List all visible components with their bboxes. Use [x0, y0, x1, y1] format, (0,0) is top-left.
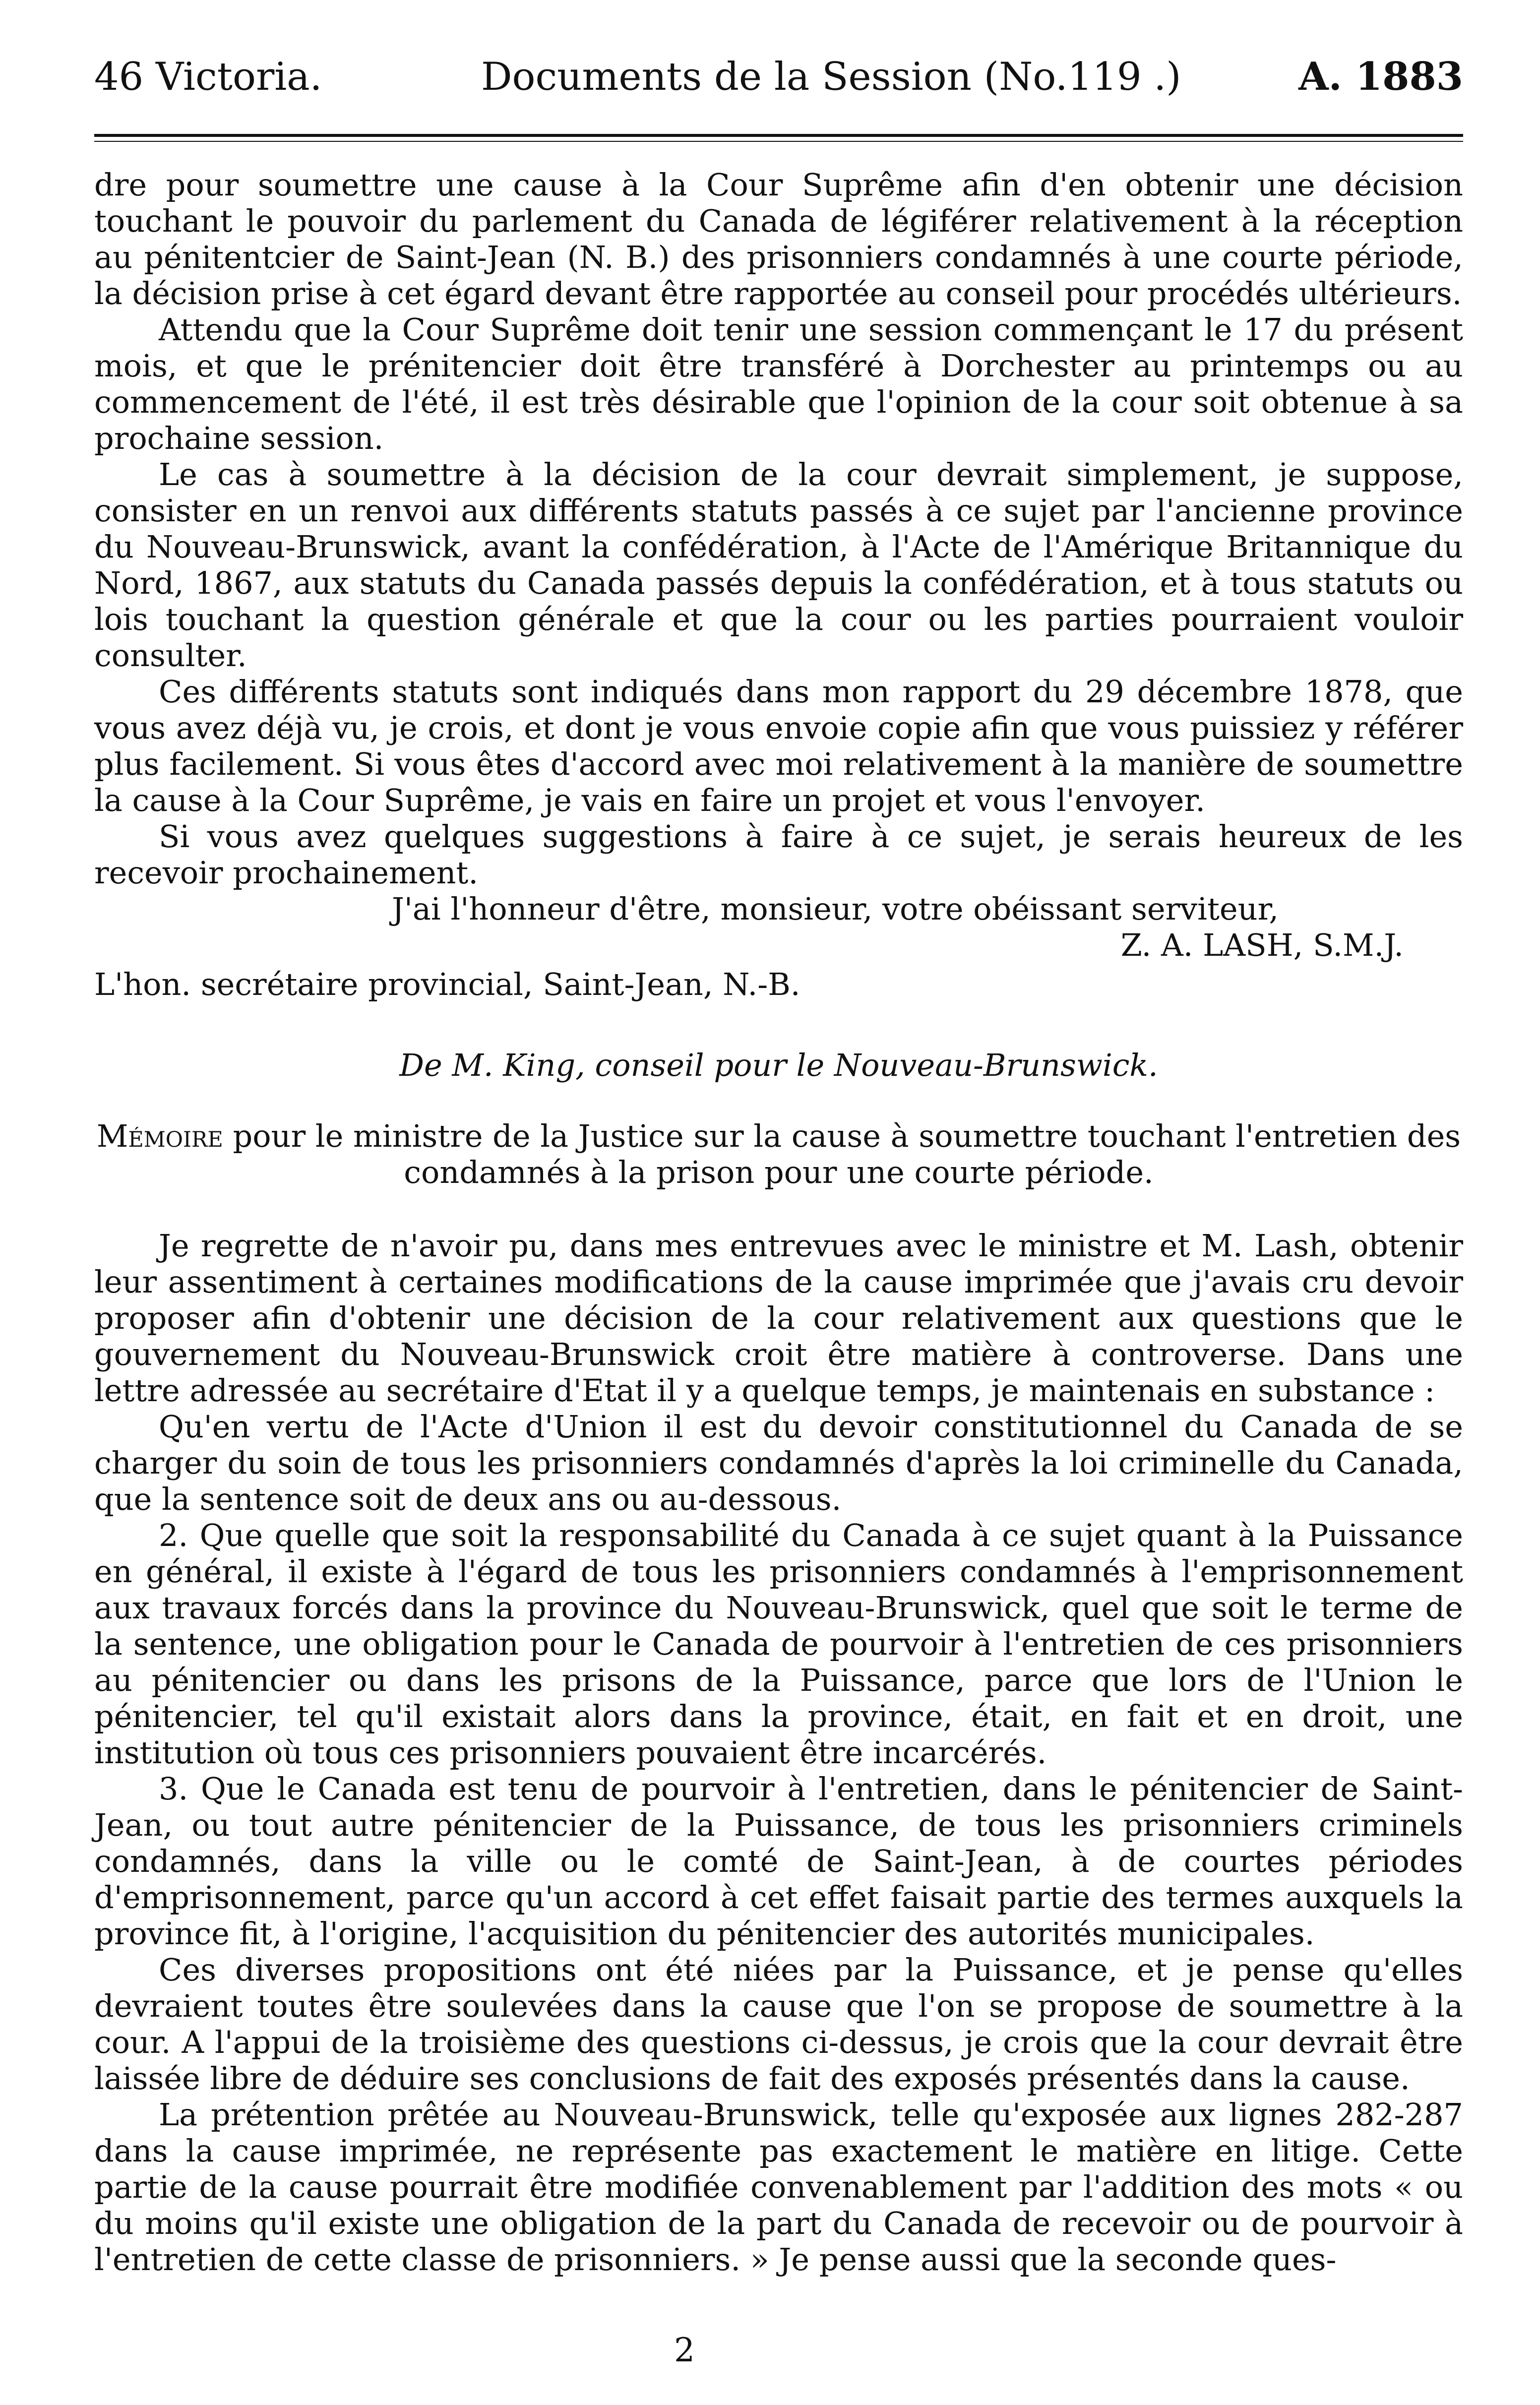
letter-addressee: L'hon. secrétaire provincial, Saint-Jean, N.-B.: [94, 966, 801, 1002]
memoire-lead: Mémoire: [96, 1118, 223, 1154]
memoire-title: [94, 1118, 1463, 1190]
letter-signature: Z. A. LASH, S.M.J.: [1120, 927, 1404, 963]
paragraph: Qu'en vertu de l'Acte d'Union il est du devoir constitutionnel du Canada de se charger du soin de tous les prisonniers condamnés d'après la loi criminelle du Canada, que la sentence soit de deux ans ou au-dessous.: [94, 1409, 1463, 1517]
header-rule-thick: [94, 134, 1463, 137]
letter-closing: J'ai l'honneur d'être, monsieur, votre obéissant serviteur,: [392, 891, 1279, 927]
document-page: [94, 40, 1463, 2278]
paragraph: Ces différents statuts sont indiqués dans mon rapport du 29 décembre 1878, que vous avez déjà vu, je crois, et dont je vous envoie copie afin que vous puissiez y référer plus facilement. Si vous êtes d'accord avec moi relativement à la manière de soumettre la cause à la Cour Suprême, je vais en faire un projet et vous l'envoyer.: [94, 674, 1463, 818]
header-rule-thin: [94, 141, 1463, 142]
paragraph: Si vous avez quelques suggestions à faire à ce sujet, je serais heureux de les recevoir prochainement.: [94, 818, 1463, 891]
header-title: Documents de la Session (No.119 .): [481, 55, 1181, 99]
header-volume: 46 Victoria.: [94, 55, 322, 99]
paragraph: 3. Que le Canada est tenu de pourvoir à l'entretien, dans le pénitencier de Saint-Jean, ou tout autre pénitencier de la Puissance, de tous les prisonniers criminels condamnés, dans la ville ou le comté de Saint-Jean, à de courtes périodes d'emprisonnement, parce qu'un accord à cet effet faisait partie des termes auxquels la province fit, à l'origine, l'acquisition du pénitencier des autorités municipales.: [94, 1771, 1463, 1952]
paragraph: 2. Que quelle que soit la responsabilité du Canada à ce sujet quant à la Puissance en général, il existe à l'égard de tous les prisonniers condamnés à l'emprisonnement aux travaux forcés dans la province du Nouveau-Brunswick, quel que soit le terme de la sentence, une obligation pour le Canada de pourvoir à l'entretien de ces prisonniers au pénitencier ou dans les prisons de la Puissance, parce que lors de l'Union le pénitencier, tel qu'il existait alors dans la province, était, en fait et en droit, une institution où tous ces prisonniers pouvaient être incarcérés.: [94, 1517, 1463, 1771]
paragraph: dre pour soumettre une cause à la Cour Suprême afin d'en obtenir une décision touchant le pouvoir du parlement du Canada de légiférer relativement à la réception au pénitentcier de Saint-Jean (N. B.) des prisonniers condamnés à une courte période, la décision prise à cet égard devant être rapportée au conseil pour procédés ultérieurs.: [94, 167, 1463, 311]
header-year: A. 1883: [1298, 54, 1463, 99]
page-number: 2: [674, 2331, 695, 2369]
section-heading: De M. King, conseil pour le Nouveau-Brunswick.: [399, 1047, 1158, 1083]
paragraph: Je regrette de n'avoir pu, dans mes entrevues avec le ministre et M. Lash, obtenir leur assentiment à certaines modifications de la cause imprimée que j'avais cru devoir proposer afin d'obtenir une décision de la cour relativement aux questions que le gouvernement du Nouveau-Brunswick croit être matière à controverse. Dans une lettre adressée au secrétaire d'Etat il y a quelque temps, je maintenais en substance :: [94, 1228, 1463, 1409]
paragraph: La prétention prêtée au Nouveau-Brunswick, telle qu'exposée aux lignes 282-287 dans la cause imprimée, ne représente pas exactement le matière en litige. Cette partie de la cause pourrait être modifiée convenablement par l'addition des mots « ou du moins qu'il existe une obligation de la part du Canada de recevoir ou de pourvoir à l'entretien de cette classe de prisonniers. » Je pense aussi que la seconde ques-: [94, 2097, 1463, 2278]
paragraph: Ces diverses propositions ont été niées par la Puissance, et je pense qu'elles devraient toutes être soulevées dans la cause que l'on se propose de soumettre à la cour. A l'appui de la troisième des questions ci-dessus, je crois que la cour devrait être laissée libre de déduire ses conclusions de fait des exposés présentés dans la cause.: [94, 1952, 1463, 2097]
running-header: [94, 40, 1463, 114]
paragraph: Attendu que la Cour Suprême doit tenir une session commençant le 17 du présent mois, et que le prénitencier doit être transféré à Dorchester au printemps ou au commencement de l'été, il est très désirable que l'opinion de la cour soit obtenue à sa prochaine session.: [94, 311, 1463, 456]
paragraph: Le cas à soumettre à la décision de la cour devrait simplement, je suppose, consister en un renvoi aux différents statuts passés à ce sujet par l'ancienne province du Nouveau-Brunswick, avant la confédération, à l'Acte de l'Amérique Britannique du Nord, 1867, aux statuts du Canada passés depuis la confédération, et à tous statuts ou lois touchant la question générale et que la cour ou les parties pourraient vouloir consulter.: [94, 456, 1463, 674]
memoire-text: pour le ministre de la Justice sur la cause à soumettre touchant l'entretien des condamnés à la prison pour une courte période.: [233, 1118, 1461, 1190]
